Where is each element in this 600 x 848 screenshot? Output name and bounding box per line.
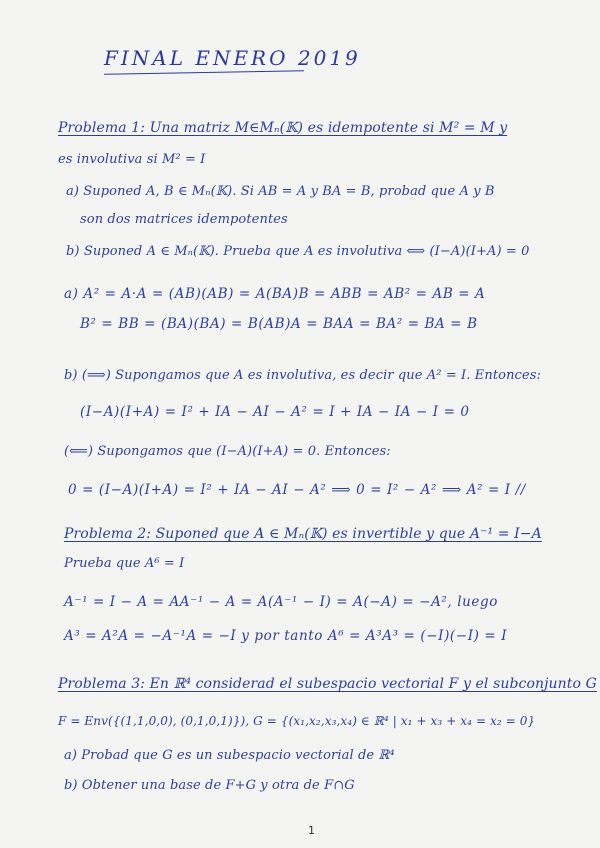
problem-3-statement: Problema 3: En ℝ⁴ considerad el subespacio vectorial F y el subconjunto G [58,676,597,692]
page-number: 1 [308,824,315,837]
problem-2-statement: Problema 2: Suponed que A ∈ Mₙ(𝕂) es invertible y que A⁻¹ = I−A [64,526,542,542]
title-underline [104,70,304,74]
problem-1-statement: Problema 1: Una matriz M∈Mₙ(𝕂) es idempotente si M² = M y [58,120,508,136]
solution-1a-line-1: a) A² = A·A = (AB)(AB) = A(BA)B = ABB = AB² = AB = A [64,286,486,302]
problem-3-part-a: a) Probad que G es un subespacio vectorial de ℝ⁴ [64,748,395,763]
page-title: FINAL ENERO 2019 [104,46,361,70]
problem-1-part-b: b) Suponed A ∈ Mₙ(𝕂). Prueba que A es involutiva ⟺ (I−A)(I+A) = 0 [66,244,530,259]
solution-2-line-1: A⁻¹ = I − A = AA⁻¹ − A = A(A⁻¹ − I) = A(−A) = −A², luego [64,594,498,610]
solution-1b-forward-math: (I−A)(I+A) = I² + IA − AI − A² = I + IA − IA − I = 0 [80,404,470,420]
solution-2-line-2: A³ = A²A = −A⁻¹A = −I y por tanto A⁶ = A³A³ = (−I)(−I) = I [64,628,508,644]
solution-1b-backward: (⟸) Supongamos que (I−A)(I+A) = 0. Entonces: [64,444,391,459]
solution-1b-forward: b) (⟹) Supongamos que A es involutiva, es decir que A² = I. Entonces: [64,368,541,383]
problem-1-part-a: a) Suponed A, B ∈ Mₙ(𝕂). Si AB = A y BA = B, probad que A y B [66,184,495,199]
solution-1b-backward-math: 0 = (I−A)(I+A) = I² + IA − AI − A² ⟹ 0 = I² − A² ⟹ A² = I // [68,482,526,498]
problem-3-part-b: b) Obtener una base de F+G y otra de F∩G [64,778,355,793]
problem-2-statement-cont: Prueba que A⁶ = I [64,556,185,571]
problem-1-part-a-cont: son dos matrices idempotentes [80,212,288,227]
problem-3-definitions: F = Env({(1,1,0,0), (0,1,0,1)}), G = {(x₁,x₂,x₃,x₄) ∈ ℝ⁴ | x₁ + x₃ + x₄ = x₂ = 0} [58,714,536,728]
problem-1-statement-cont: es involutiva si M² = I [58,152,206,167]
solution-1a-line-2: B² = BB = (BA)(BA) = B(AB)A = BAA = BA² = BA = B [80,316,478,332]
